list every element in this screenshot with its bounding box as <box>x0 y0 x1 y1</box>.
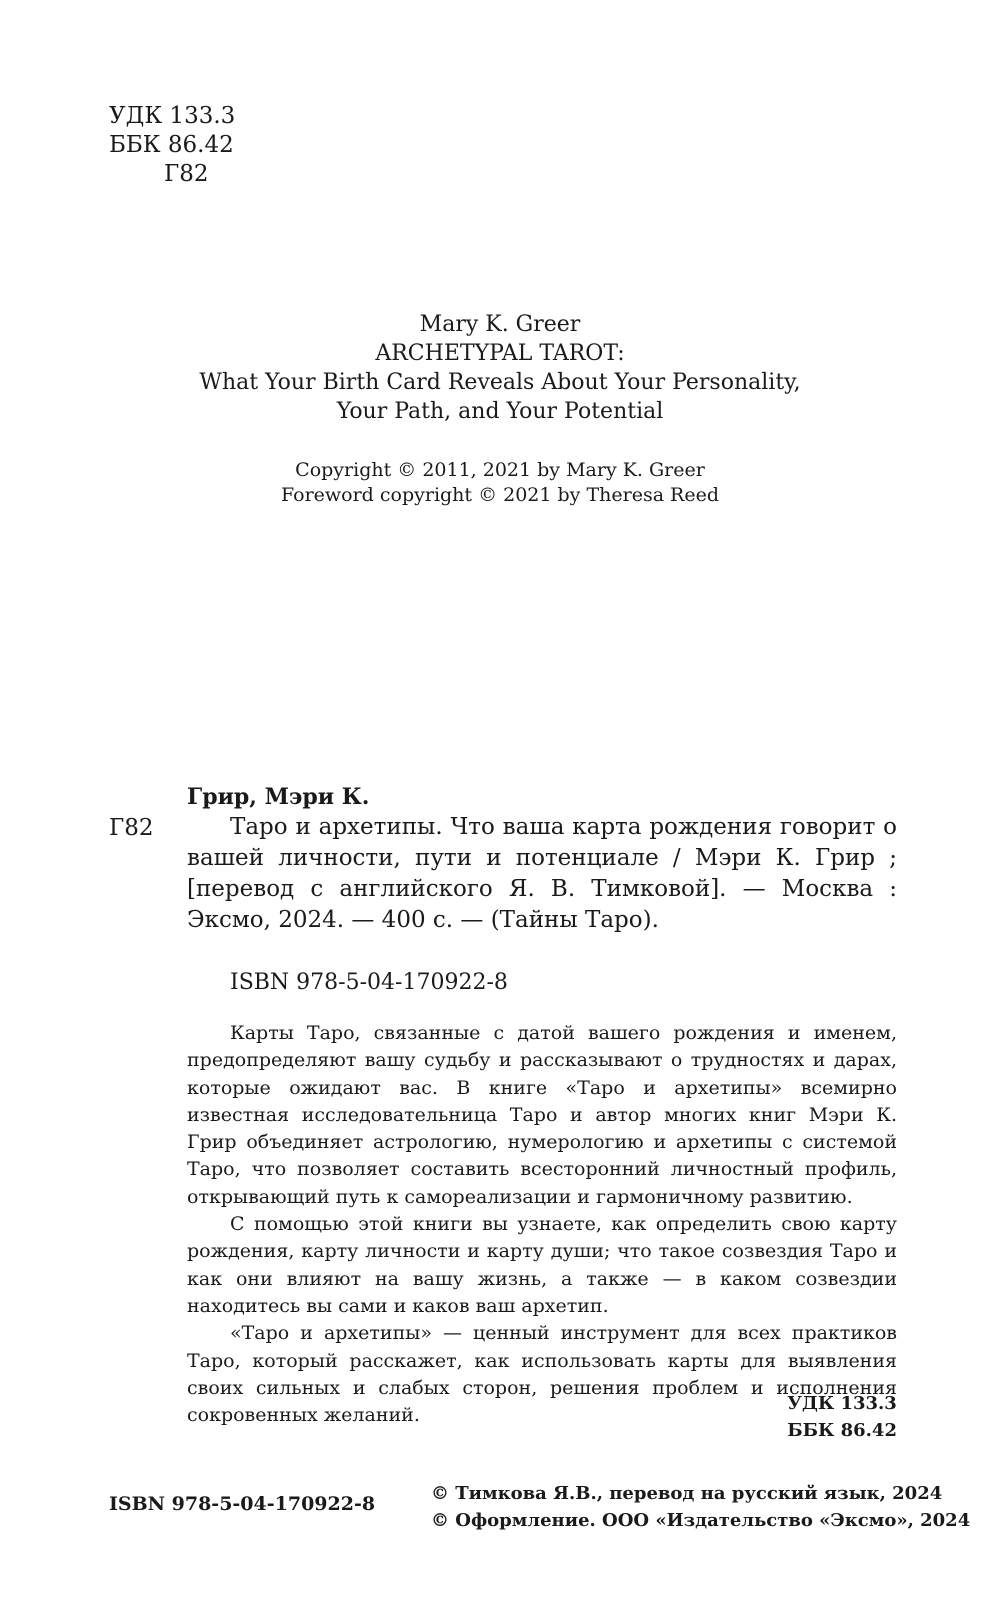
author-mark-left: Г82 <box>109 815 154 841</box>
udk-code: УДК 133.3 <box>109 103 236 129</box>
classification-top <box>109 102 235 189</box>
design-copyright: © Оформление. ООО «Издательство «Эксмо», 2024 <box>431 1510 971 1531</box>
author-heading: Грир, Мэри К. <box>187 784 370 810</box>
udk-code-bottom: УДК 133.3 <box>787 1393 897 1414</box>
original-author: Mary K. Greer <box>419 312 581 337</box>
copyright-line1: Copyright © 2011, 2021 by Mary K. Greer <box>295 459 705 481</box>
original-edition-info <box>0 310 1000 426</box>
annotation-paragraph: Карты Таро, связанные с датой вашего рождения и именем, предопределяют вашу судьбу и рассказывают о трудностях и дарах, которые ожидают вас. В книге «Таро и архетипы» всемирно известная исследовательница Таро и автор многих книг Мэри К. Грир объединяет астрологию, нумерологию и архетипы с системой Таро, что позволяет составить всесторонний личностный профиль, открывающий путь к самореализации и гармоничному развитию. <box>187 1022 897 1208</box>
copyright-line2: Foreword copyright © 2021 by Theresa Reed <box>280 484 720 506</box>
classification-bottom <box>787 1390 897 1444</box>
annotation <box>187 1020 897 1429</box>
original-title: ARCHETYPAL TAROT: <box>375 341 625 366</box>
bibliographic-description: Таро и архетипы. Что ваша карта рождения говорит о вашей личности, пути и потенциале / Мэри К. Грир ; [перевод с английского Я. В. Тимковой]. — Москва : Эксмо, 2024. — 400 с. — (Тайны Таро). <box>187 814 897 933</box>
bbk-code: ББК 86.42 <box>109 132 234 158</box>
publisher-copyright <box>431 1480 970 1534</box>
original-subtitle-line1: What Your Birth Card Reveals About Your Personality, <box>199 370 801 395</box>
annotation-paragraph: «Таро и архетипы» — ценный инструмент для всех практиков Таро, который расскажет, как использовать карты для выявления своих сильных и слабых сторон, решения проблем и исполнения сокровенных желаний. <box>187 1322 897 1427</box>
original-copyright <box>0 458 1000 508</box>
isbn-footer: ISBN 978-5-04-170922-8 <box>109 1493 376 1515</box>
annotation-paragraph: С помощью этой книги вы узнаете, как определить свою карту рождения, карту личности и карту души; что такое созвездия Таро и как они влияют на вашу жизнь, а также — в каком созвездии находитесь вы сами и каков ваш архетип. <box>187 1213 897 1317</box>
isbn-entry: ISBN 978-5-04-170922-8 <box>230 970 508 995</box>
author-mark: Г82 <box>164 161 209 187</box>
translation-copyright: © Тимкова Я.В., перевод на русский язык, 2024 <box>431 1483 943 1504</box>
original-subtitle-line2: Your Path, and Your Potential <box>336 399 664 424</box>
bbk-code-bottom: ББК 86.42 <box>787 1420 897 1441</box>
